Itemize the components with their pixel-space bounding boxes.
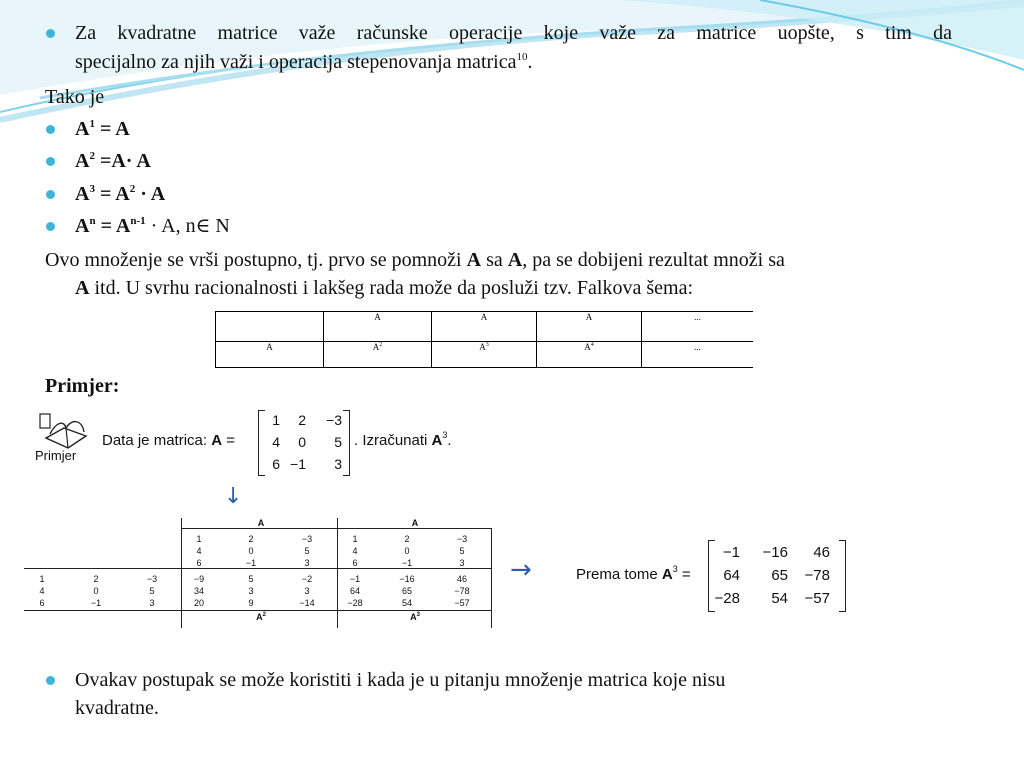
scheme-cell: −28	[347, 598, 363, 608]
scheme-cell: 46	[456, 574, 467, 584]
falk-cell: $A^3$	[432, 342, 537, 368]
falk-cell: $A^2$	[324, 342, 432, 368]
scheme-cell: 4	[39, 586, 45, 596]
scheme-cell: 1	[39, 574, 45, 584]
paragraph-line-1: Ovo množenje se vrši postupno, tj. prvo se pomnoži A sa A, pa se dobijeni rezultat množi sa	[45, 249, 785, 271]
footnote-ref: 10	[516, 51, 528, 63]
scheme-cell: 64	[349, 586, 360, 596]
scheme-cell: −3	[146, 574, 158, 584]
intro-line-2-end: .	[527, 51, 533, 73]
scheme-cell: 2	[93, 574, 99, 584]
falk-cell	[216, 312, 324, 342]
example-matrix: 1 2 −3 4 0 5 6 −1 3	[258, 410, 350, 476]
bullet-marker	[46, 125, 55, 134]
scheme-cell: −1	[401, 558, 413, 568]
scheme-cell: 2	[248, 534, 254, 544]
scheme-cell: 0	[404, 546, 410, 556]
scheme-cell: −1	[245, 558, 257, 568]
bullet-marker	[46, 190, 55, 199]
scheme-cell: 0	[248, 546, 254, 556]
result-text: Prema tome $A^3$ =	[576, 564, 691, 583]
formula-a2: $A^2 =A\cdot A$	[75, 150, 151, 172]
bullet-marker	[46, 222, 55, 231]
example-box	[30, 404, 468, 478]
scheme-cell: 3	[304, 558, 310, 568]
scheme-cell: 65	[401, 586, 412, 596]
scheme-label: A	[257, 518, 265, 528]
scheme-cell: 9	[248, 598, 254, 608]
formula-a3: $A^3 = A^2 \cdot A$	[75, 183, 166, 205]
paragraph-line-2: A itd. U svrhu racionalnosti i lakšeg rada može da posluži tzv. Falkova šema:	[75, 277, 693, 299]
scheme-cell: 3	[304, 586, 310, 596]
scheme-cell: 3	[149, 598, 155, 608]
scheme-cell: 4	[352, 546, 358, 556]
final-line-2: kvadratne.	[75, 697, 159, 719]
result-matrix: −1 −16 46 64 65 −78 −28 54 −57	[708, 540, 846, 612]
scheme-cell: 5	[248, 574, 254, 584]
scheme-cell: 3	[459, 558, 465, 568]
intro-line-2	[75, 49, 532, 75]
falk-scheme-computation	[24, 518, 492, 628]
scheme-cell: 4	[196, 546, 202, 556]
falk-cell: A	[216, 342, 324, 368]
result-box	[574, 536, 850, 612]
falk-cell: ...	[642, 342, 754, 368]
formula-a1: $A^1 = A$	[75, 118, 130, 140]
scheme-cell: −14	[299, 598, 315, 608]
scheme-cell: 54	[401, 598, 412, 608]
scheme-label-a2: $A^2$	[256, 612, 266, 622]
multiplication-paragraph	[45, 247, 975, 301]
right-arrow: →	[510, 555, 532, 585]
falk-cell: A	[432, 312, 537, 342]
bullet-marker	[46, 157, 55, 166]
scheme-cell: 5	[459, 546, 465, 556]
scheme-cell: −2	[301, 574, 313, 584]
scheme-cell: −1	[349, 574, 361, 584]
example-task: . Izračunati $A^3$.	[354, 430, 452, 449]
falk-cell: $A^4$	[537, 342, 642, 368]
example-icon-label: Primjer	[35, 448, 77, 463]
formula-an: $A^n = A^{n-1} \cdot A$, n∈ N	[75, 215, 230, 237]
book-icon	[36, 408, 92, 452]
falk-cell: A	[537, 312, 642, 342]
scheme-cell: 6	[39, 598, 45, 608]
scheme-cell: −57	[454, 598, 470, 608]
scheme-cell: 2	[404, 534, 410, 544]
scheme-cell: −3	[456, 534, 468, 544]
intro-line-1: Za kvadratne matrice važe računske operacije koje važe za matrice uopšte, s tim da	[75, 22, 952, 44]
bullet-marker	[46, 29, 55, 38]
falk-scheme-table	[215, 311, 753, 368]
scheme-label-a3: $A^3$	[410, 612, 420, 622]
scheme-cell: −9	[193, 574, 205, 584]
bullet-marker	[46, 676, 55, 685]
scheme-cell: −78	[454, 586, 470, 596]
down-arrow: ↓	[224, 484, 243, 509]
falk-cell: ...	[642, 312, 754, 342]
final-line-1: Ovakav postupak se može koristiti i kada je u pitanju množenje matrica koje nisu	[75, 669, 726, 691]
scheme-cell: 5	[304, 546, 310, 556]
scheme-cell: −16	[399, 574, 415, 584]
scheme-cell: −1	[90, 598, 102, 608]
scheme-cell: 0	[93, 586, 99, 596]
scheme-cell: 20	[193, 598, 204, 608]
scheme-cell: −3	[301, 534, 313, 544]
primjer-heading: Primjer:	[45, 375, 120, 397]
tako-je-label: Tako je	[45, 86, 105, 108]
scheme-cell: 6	[196, 558, 202, 568]
example-statement: Data je matrica: A =	[102, 432, 235, 449]
intro-line-2-text: specijalno za njih važi i operacija stepenovanja matrica	[75, 51, 517, 73]
scheme-cell: 1	[196, 534, 202, 544]
scheme-cell: 1	[352, 534, 358, 544]
falk-cell: A	[324, 312, 432, 342]
scheme-cell: 6	[352, 558, 358, 568]
scheme-cell: 5	[149, 586, 155, 596]
scheme-label: A	[411, 518, 419, 528]
scheme-cell: 3	[248, 586, 254, 596]
scheme-cell: 34	[193, 586, 204, 596]
